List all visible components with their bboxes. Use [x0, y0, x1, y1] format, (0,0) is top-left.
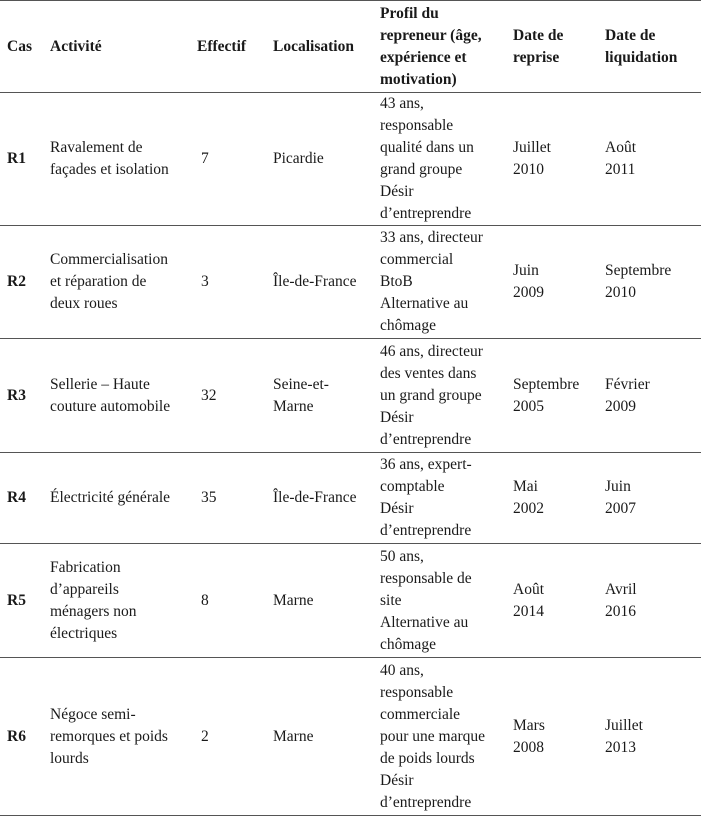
cell-profil-line: commerciale	[380, 705, 461, 723]
cell-date-reprise	[507, 226, 599, 339]
cell-date-reprise-line: 2005	[513, 397, 544, 415]
cell-profil-line: responsable	[380, 117, 454, 134]
cell-effectif: 35	[201, 489, 217, 506]
cell-cas: R5	[7, 591, 26, 609]
cell-date-liquidation-line: 2009	[605, 397, 636, 415]
cell-activite-line: Ravalement de	[50, 139, 143, 156]
cell-localisation-line: Île-de-France	[273, 273, 357, 290]
header-date-reprise-line: Date de	[513, 26, 564, 44]
table-row	[0, 658, 701, 816]
cell-date-reprise-line: Juillet	[513, 139, 551, 156]
cell-activite-line: façades et isolation	[50, 161, 169, 178]
cell-profil-line: BtoB	[380, 273, 413, 290]
cell-profil-line: comptable	[380, 478, 445, 495]
cell-date-liquidation-line: Juillet	[605, 716, 643, 734]
cell-date-liquidation	[599, 544, 701, 658]
cell-profil	[374, 226, 507, 339]
cell-date-reprise	[507, 339, 599, 453]
cell-localisation-line: Île-de-France	[273, 489, 357, 506]
cell-profil-line: site	[380, 591, 402, 609]
cell-localisation	[267, 544, 374, 658]
cell-date-liquidation-line: Août	[605, 139, 636, 156]
cell-date-reprise	[507, 453, 599, 544]
cell-effectif: 3	[201, 273, 209, 290]
cell-localisation-line: Picardie	[273, 150, 324, 167]
cell-profil-line: 43 ans,	[380, 95, 424, 112]
table-header-row	[0, 1, 701, 93]
cell-activite	[44, 658, 191, 816]
header-date-liquidation-line: liquidation	[605, 48, 678, 66]
cell-profil-line: Alternative au	[380, 295, 469, 312]
header-activite: Activité	[50, 37, 102, 55]
header-profil-line: expérience et	[380, 48, 467, 66]
cell-date-reprise-line: 2010	[513, 161, 544, 178]
cell-cas: R4	[7, 489, 26, 506]
cell-date-reprise-line: 2014	[513, 602, 544, 620]
cell-profil-line: 33 ans, directeur	[380, 229, 483, 246]
cell-localisation	[267, 93, 374, 226]
cell-activite-line: Négoce semi-	[50, 705, 136, 723]
cell-profil-line: Désir	[380, 408, 414, 426]
cell-profil-line: grand groupe	[380, 161, 463, 178]
cell-activite-line: d’appareils	[50, 580, 119, 598]
cell-date-reprise-line: Juin	[513, 262, 539, 279]
cell-activite-line: lourds	[50, 749, 89, 767]
cell-profil-line: Désir	[380, 500, 414, 517]
header-date-reprise-line: reprise	[513, 48, 560, 66]
cell-profil-line: Alternative au	[380, 613, 469, 631]
cell-profil-line: un grand groupe	[380, 386, 482, 404]
cell-profil-line: 46 ans, directeur	[380, 342, 483, 360]
cell-date-reprise-line: Septembre	[513, 375, 580, 393]
cell-profil	[374, 453, 507, 544]
cell-activite	[44, 339, 191, 453]
cell-profil-line: des ventes dans	[380, 364, 477, 382]
cell-date-reprise-line: 2009	[513, 284, 544, 301]
cell-profil-line: d’entreprendre	[380, 430, 472, 448]
cell-date-liquidation-line: Septembre	[605, 262, 672, 279]
cell-date-liquidation	[599, 658, 701, 816]
header-date-liquidation-line: Date de	[605, 26, 656, 44]
cell-effectif: 32	[201, 386, 217, 404]
cell-profil-line: Désir	[380, 183, 414, 200]
cell-localisation-line: Marne	[273, 397, 314, 415]
cell-profil-line: 36 ans, expert-	[380, 456, 472, 473]
cell-localisation	[267, 226, 374, 339]
cell-profil	[374, 658, 507, 816]
cell-cas: R2	[7, 273, 26, 290]
cell-profil-line: Désir	[380, 771, 414, 789]
cell-date-liquidation	[599, 226, 701, 339]
table-row	[0, 544, 701, 658]
cell-date-reprise	[507, 658, 599, 816]
cell-profil	[374, 339, 507, 453]
cell-date-liquidation-line: Avril	[605, 580, 637, 598]
cell-profil-line: chômage	[380, 317, 436, 334]
cell-date-liquidation-line: 2013	[605, 738, 636, 756]
cell-date-liquidation-line: 2010	[605, 284, 636, 301]
cell-activite-line: ménagers non	[50, 602, 137, 620]
cell-activite-line: deux roues	[50, 295, 118, 312]
cell-profil-line: responsable	[380, 683, 454, 701]
cell-cas: R6	[7, 727, 26, 745]
header-profil	[374, 1, 507, 93]
header-profil-line: Profil du	[380, 4, 439, 22]
cell-date-reprise-line: Mai	[513, 478, 538, 495]
cell-activite	[44, 226, 191, 339]
table-row	[0, 453, 701, 544]
cell-profil-line: chômage	[380, 635, 436, 653]
cell-date-liquidation	[599, 93, 701, 226]
table-row	[0, 339, 701, 453]
cell-cas: R3	[7, 386, 26, 404]
cell-activite-line: couture automobile	[50, 397, 171, 415]
cell-localisation-line: Seine-et-	[273, 375, 329, 393]
cell-date-reprise	[507, 93, 599, 226]
cell-localisation	[267, 453, 374, 544]
cell-activite	[44, 544, 191, 658]
cell-activite-line: Électricité générale	[50, 489, 171, 506]
cell-date-liquidation-line: 2011	[605, 161, 636, 178]
header-effectif: Effectif	[197, 37, 247, 55]
cell-profil-line: d’entreprendre	[380, 522, 472, 539]
cell-localisation	[267, 658, 374, 816]
cell-localisation-line: Marne	[273, 727, 314, 745]
cell-activite-line: électriques	[50, 624, 118, 642]
header-cas: Cas	[7, 37, 32, 55]
cell-profil-line: responsable de	[380, 569, 472, 587]
cell-activite	[44, 453, 191, 544]
cell-date-liquidation-line: Juin	[605, 478, 631, 495]
cell-activite-line: Commercialisation	[50, 251, 168, 268]
cell-activite-line: et réparation de	[50, 273, 147, 290]
cell-date-liquidation-line: 2016	[605, 602, 636, 620]
cell-date-liquidation	[599, 339, 701, 453]
cell-date-reprise-line: 2008	[513, 738, 544, 756]
cell-activite	[44, 93, 191, 226]
cell-date-reprise-line: 2002	[513, 500, 544, 517]
cell-date-reprise-line: Mars	[513, 716, 545, 734]
cell-profil-line: d’entreprendre	[380, 793, 472, 811]
cell-effectif: 7	[201, 150, 209, 167]
cell-effectif: 2	[201, 727, 209, 745]
cell-profil	[374, 544, 507, 658]
cell-date-reprise-line: Août	[513, 580, 544, 598]
cell-profil-line: 50 ans,	[380, 547, 424, 565]
header-date-reprise	[507, 1, 599, 93]
cell-activite-line: Sellerie – Haute	[50, 375, 150, 393]
cell-profil-line: de poids lourds	[380, 749, 475, 767]
cell-localisation	[267, 339, 374, 453]
cell-activite-line: Fabrication	[50, 558, 121, 576]
table-row	[0, 93, 701, 226]
cell-date-liquidation	[599, 453, 701, 544]
cell-cas: R1	[7, 150, 26, 167]
header-localisation: Localisation	[273, 37, 354, 55]
cell-profil	[374, 93, 507, 226]
table-row	[0, 226, 701, 339]
cell-profil-line: d’entreprendre	[380, 205, 472, 222]
cell-profil-line: pour une marque	[380, 727, 486, 745]
cell-profil-line: qualité dans un	[380, 139, 474, 156]
cell-effectif: 8	[201, 591, 209, 609]
cell-date-reprise	[507, 544, 599, 658]
header-date-liquidation	[599, 1, 701, 93]
header-profil-line: motivation)	[380, 70, 457, 88]
cell-activite-line: remorques et poids	[50, 727, 168, 745]
header-profil-line: repreneur (âge,	[380, 26, 482, 44]
cell-profil-line: 40 ans,	[380, 661, 424, 679]
cell-date-liquidation-line: Février	[605, 375, 650, 393]
cell-profil-line: commercial	[380, 251, 454, 268]
cell-date-liquidation-line: 2007	[605, 500, 636, 517]
cell-localisation-line: Marne	[273, 591, 314, 609]
